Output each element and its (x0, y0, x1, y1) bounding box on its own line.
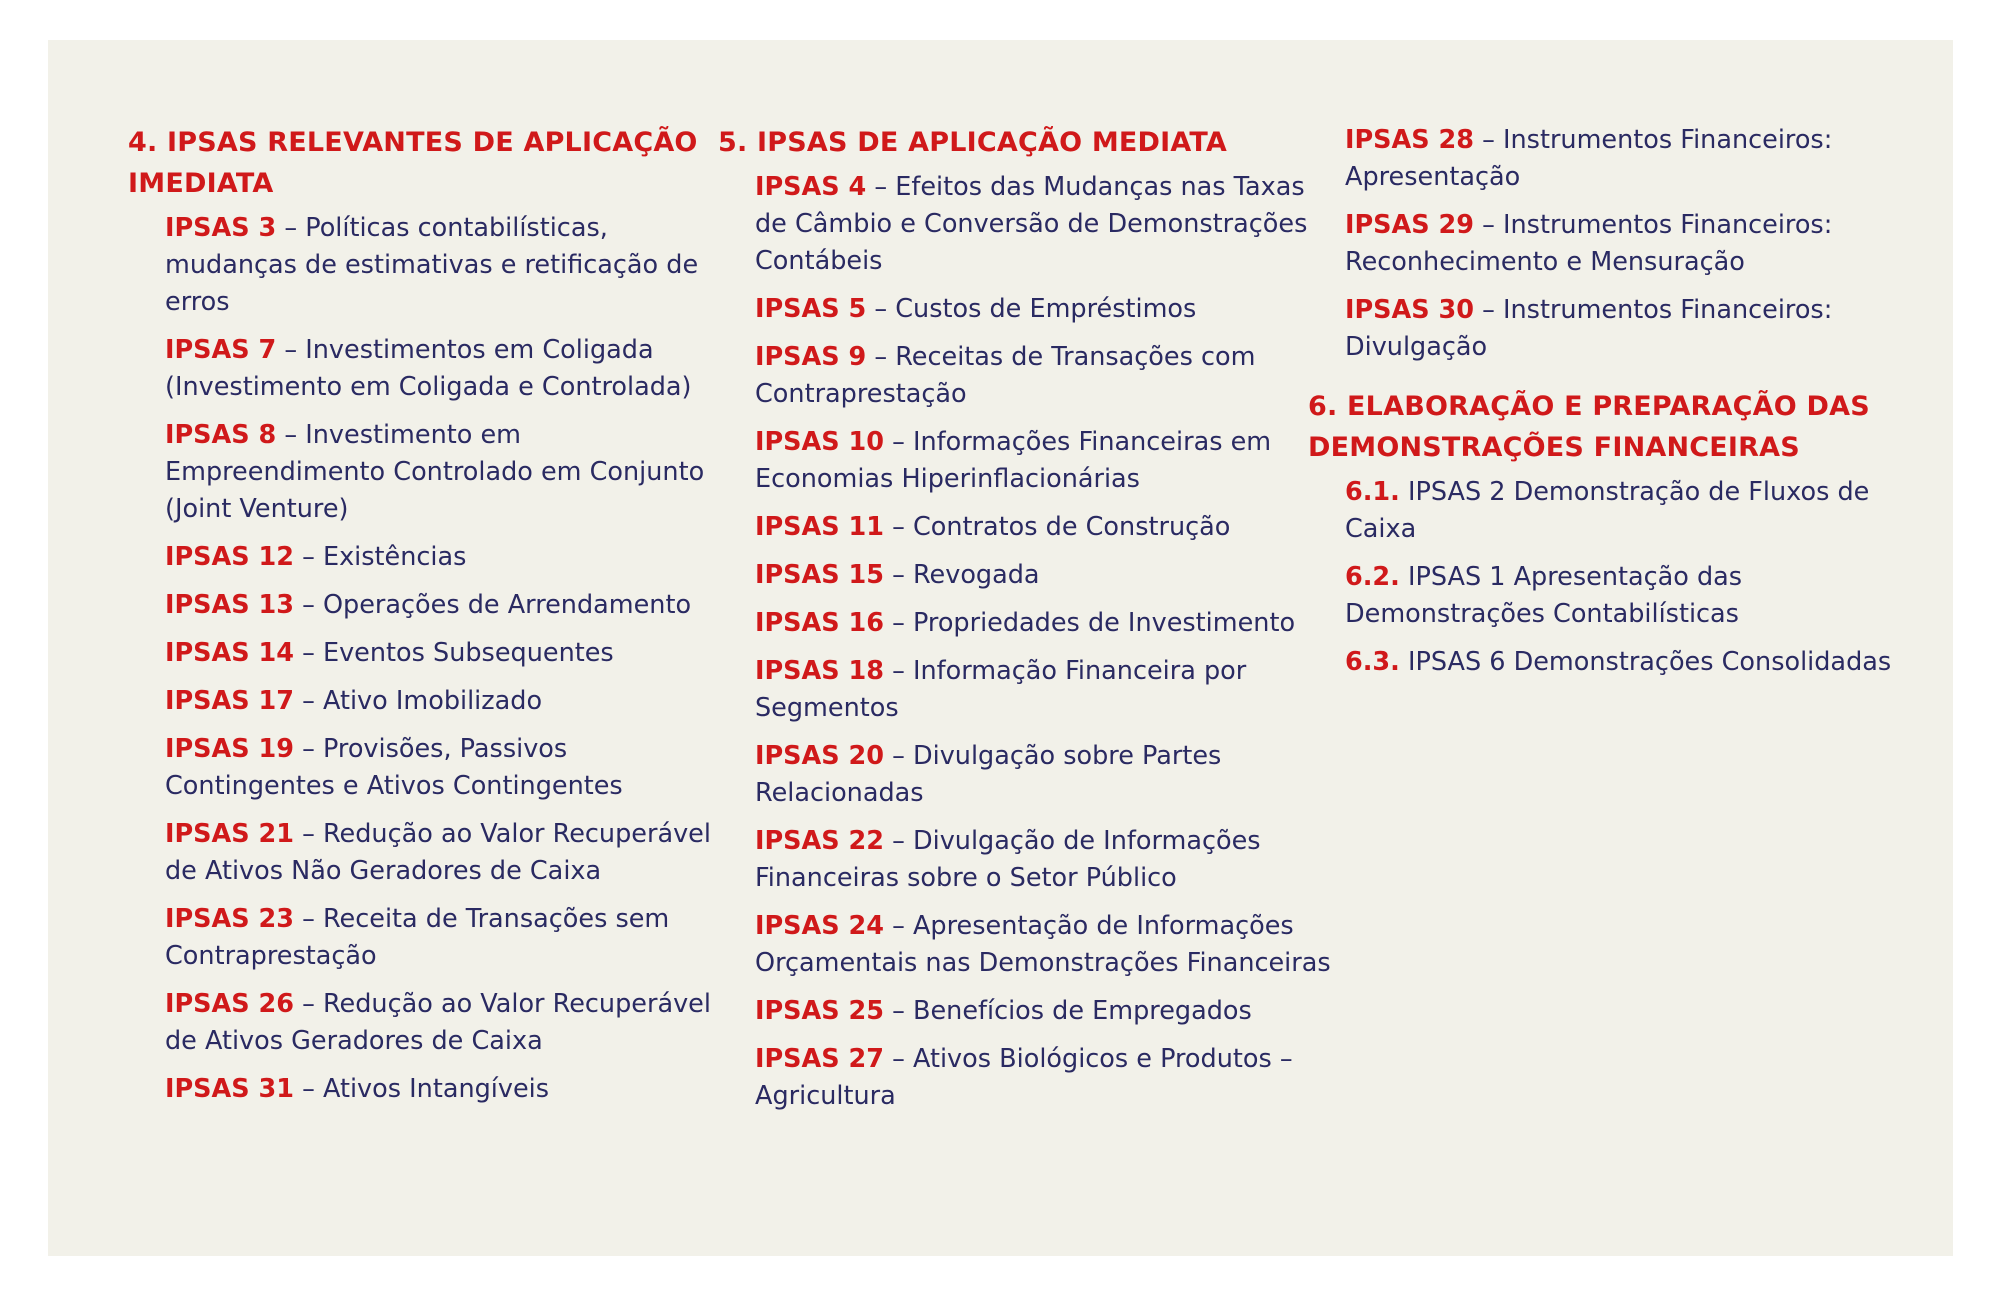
list-item (1308, 474, 1923, 548)
list-item (718, 653, 1343, 727)
item-code: IPSAS 24 (755, 911, 885, 941)
item-text: IPSAS 1 Apresentação das Demonstrações Contabilísticas (1345, 562, 1743, 629)
list-item (718, 424, 1343, 498)
item-code: IPSAS 25 (755, 996, 885, 1026)
item-text: – Informação Financeira por Segmentos (755, 656, 1247, 723)
list-item (718, 557, 1343, 594)
list-item (718, 908, 1343, 982)
item-text: – Investimentos em Coligada (Investimento em Coligada e Controlada) (165, 335, 692, 402)
item-text: – Divulgação sobre Partes Relacionadas (755, 741, 1222, 808)
list-item (1308, 644, 1923, 681)
item-code: IPSAS 27 (755, 1044, 885, 1074)
list-item (128, 539, 723, 576)
list-item (718, 993, 1343, 1030)
item-code: 6.3. (1345, 647, 1400, 677)
item-code: IPSAS 21 (165, 819, 295, 849)
list-item (718, 339, 1343, 413)
section-6-title: 6. ELABORAÇÃO E PREPARAÇÃO DAS DEMONSTRAÇÕES FINANCEIRAS (1308, 391, 1870, 463)
document-panel (48, 40, 1953, 1256)
item-code: IPSAS 14 (165, 638, 295, 668)
list-item (128, 635, 723, 672)
item-text: – Provisões, Passivos Contingentes e Ativos Contingentes (165, 734, 623, 801)
item-code: IPSAS 12 (165, 542, 295, 572)
column-3 (1308, 122, 1923, 692)
item-code: IPSAS 19 (165, 734, 295, 764)
list-item (128, 587, 723, 624)
section-5-title: 5. IPSAS DE APLICAÇÃO MEDIATA (718, 127, 1228, 158)
list-item (1308, 292, 1923, 366)
column-1 (128, 122, 723, 1119)
item-text: – Efeitos das Mudanças nas Taxas de Câmbio e Conversão de Demonstrações Contábeis (755, 172, 1308, 276)
item-text: – Apresentação de Informações Orçamentais nas Demonstrações Financeiras (755, 911, 1331, 978)
item-text: – Custos de Empréstimos (866, 294, 1197, 324)
list-item (128, 1071, 723, 1108)
item-text: – Receitas de Transações com Contraprestação (755, 342, 1256, 409)
item-code: IPSAS 3 (165, 213, 277, 243)
item-text: – Ativos Intangíveis (294, 1074, 550, 1104)
item-text: – Instrumentos Financeiros: Divulgação (1345, 295, 1833, 362)
item-text: – Ativos Biológicos e Produtos – Agricultura (755, 1044, 1293, 1111)
list-item (718, 738, 1343, 812)
list-item (718, 291, 1343, 328)
list-item (128, 683, 723, 720)
item-code: IPSAS 31 (165, 1074, 295, 1104)
item-text: – Propriedades de Investimento (884, 608, 1296, 638)
item-text: – Benefícios de Empregados (884, 996, 1252, 1026)
section-4-title: 4. IPSAS RELEVANTES DE APLICAÇÃO IMEDIATA (128, 127, 698, 199)
item-code: IPSAS 20 (755, 741, 885, 771)
list-item (718, 509, 1343, 546)
list-item (128, 816, 723, 890)
item-code: IPSAS 28 (1345, 125, 1475, 155)
item-code: IPSAS 4 (755, 172, 867, 202)
item-code: IPSAS 17 (165, 686, 295, 716)
item-text: – Contratos de Construção (884, 512, 1231, 542)
item-code: IPSAS 15 (755, 560, 885, 590)
item-code: IPSAS 11 (755, 512, 885, 542)
item-code: IPSAS 9 (755, 342, 867, 372)
item-code: IPSAS 30 (1345, 295, 1475, 325)
item-text: – Ativo Imobilizado (294, 686, 543, 716)
item-code: IPSAS 16 (755, 608, 885, 638)
item-text: – Instrumentos Financeiros: Apresentação (1345, 125, 1833, 192)
item-text: – Existências (294, 542, 467, 572)
item-text: – Revogada (884, 560, 1040, 590)
list-item (128, 210, 723, 321)
item-code: IPSAS 5 (755, 294, 867, 324)
item-text: – Receita de Transações sem Contraprestação (165, 904, 670, 971)
item-code: 6.1. (1345, 477, 1400, 507)
item-text: – Divulgação de Informações Financeiras sobre o Setor Público (755, 826, 1261, 893)
list-item (718, 169, 1343, 280)
list-item (1308, 559, 1923, 633)
item-text: – Redução ao Valor Recuperável de Ativos Não Geradores de Caixa (165, 819, 711, 886)
item-text: – Instrumentos Financeiros: Reconhecimento e Mensuração (1345, 210, 1833, 277)
item-text: – Operações de Arrendamento (294, 590, 692, 620)
item-code: IPSAS 23 (165, 904, 295, 934)
item-text: – Investimento em Empreendimento Controlado em Conjunto (Joint Venture) (165, 420, 705, 524)
item-text: IPSAS 2 Demonstração de Fluxos de Caixa (1345, 477, 1870, 544)
list-item (1308, 207, 1923, 281)
list-item (718, 823, 1343, 897)
list-item (128, 332, 723, 406)
list-item (718, 1041, 1343, 1115)
list-item (128, 986, 723, 1060)
item-text: – Políticas contabilísticas, mudanças de estimativas e retificação de erros (165, 213, 699, 317)
list-item (128, 417, 723, 528)
list-item (1308, 122, 1923, 196)
item-code: 6.2. (1345, 562, 1400, 592)
item-code: IPSAS 22 (755, 826, 885, 856)
item-code: IPSAS 29 (1345, 210, 1475, 240)
item-code: IPSAS 10 (755, 427, 885, 457)
item-code: IPSAS 26 (165, 989, 295, 1019)
item-text: – Informações Financeiras em Economias Hiperinflacionárias (755, 427, 1272, 494)
list-item (128, 901, 723, 975)
item-text: IPSAS 6 Demonstrações Consolidadas (1399, 647, 1892, 677)
list-item (718, 605, 1343, 642)
item-code: IPSAS 8 (165, 420, 277, 450)
item-text: – Redução ao Valor Recuperável de Ativos Geradores de Caixa (165, 989, 711, 1056)
column-2 (718, 122, 1343, 1126)
list-item (128, 731, 723, 805)
item-code: IPSAS 18 (755, 656, 885, 686)
item-code: IPSAS 13 (165, 590, 295, 620)
item-text: – Eventos Subsequentes (294, 638, 614, 668)
item-code: IPSAS 7 (165, 335, 277, 365)
